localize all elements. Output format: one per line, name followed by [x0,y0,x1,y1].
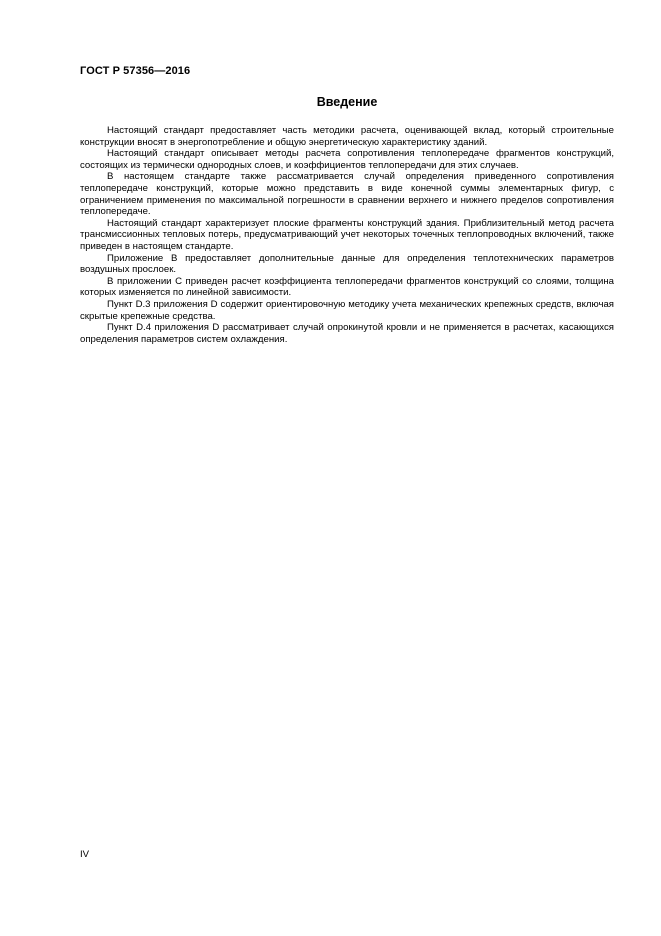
section-body [80,125,614,345]
document-code: ГОСТ Р 57356—2016 [80,65,191,77]
page-number: IV [80,849,90,860]
paragraph: Настоящий стандарт характеризует плоские фрагменты конструкций здания. Приблизительный метод расчета трансмиссионных тепловых потерь, предусматривающий учет некоторых точечных теплопроводных включений, также приведен в настоящем стандарте. [80,217,614,252]
paragraph: Настоящий стандарт описывает методы расчета сопротивления теплопередаче фрагментов конструкций, состоящих из термически однородных слоев, и коэффициентов теплопередачи для этих случаев. [80,148,614,171]
paragraph: Настоящий стандарт предоставляет часть методики расчета, оценивающей вклад, который строительные конструкции вносят в энергопотребление и общую энергетическую характеристику зданий. [80,125,614,148]
paragraph: В настоящем стандарте также рассматривается случай определения приведенного сопротивления теплопередаче конструкций, которые можно представить в виде конечной суммы элементарных фигур, с ограничением применения по максимальной погрешности в сравнении верхнего и нижнего пределов сопротивления теплопередаче. [80,171,614,218]
section-title: Введение [316,95,378,109]
paragraph: В приложении С приведен расчет коэффициента теплопередачи фрагментов конструкций со слоями, толщина которых изменяется по линейной зависимости. [80,275,614,299]
paragraph: Пункт D.4 приложения D рассматривает случай опрокинутой кровли и не применяется в расчетах, касающихся определения параметров систем охлаждения. [80,322,614,345]
paragraph: Пункт D.3 приложения D содержит ориентировочную методику учета механических крепежных средств, включая скрытые крепежные средства. [80,298,614,322]
paragraph: Приложение В предоставляет дополнительные данные для определения теплотехнических параметров воздушных прослоек. [80,252,614,276]
